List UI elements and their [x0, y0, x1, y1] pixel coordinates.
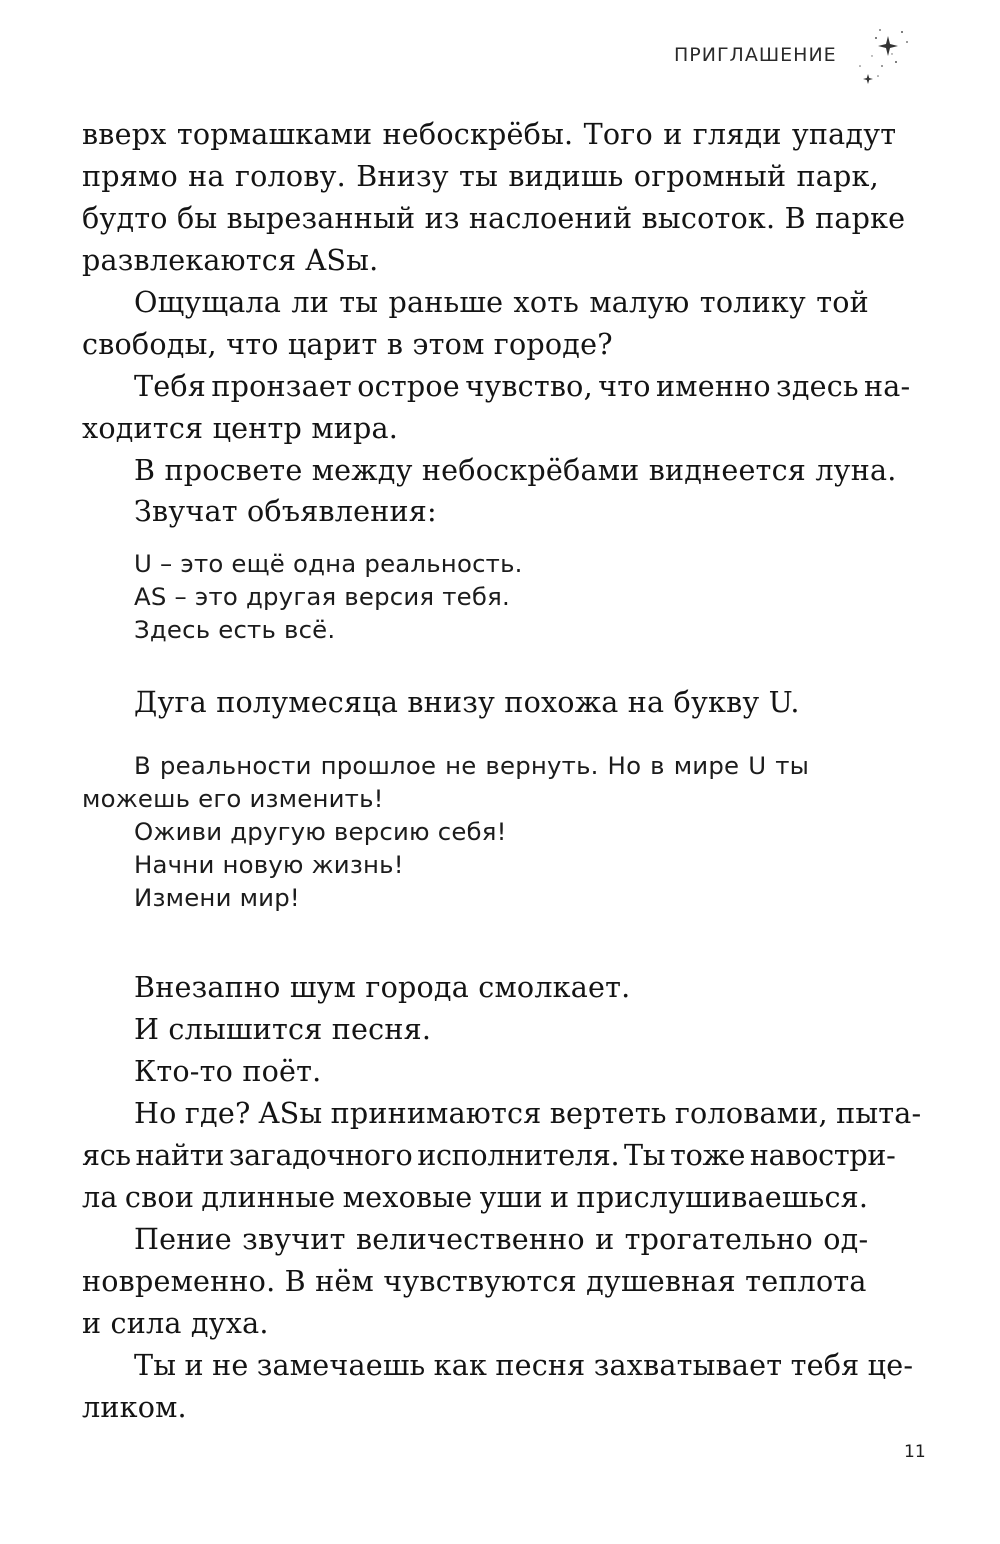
text-line: вверх тормашками небоскрёбы. Того и гляди упадут — [82, 117, 897, 151]
text-line: Звучат объявления: — [134, 494, 437, 528]
text-line: свободы, что царит в этом городе? — [82, 327, 613, 361]
text-line: можешь его изменить! — [82, 784, 384, 813]
text-line: Ощущала ли ты раньше хоть малую толику той — [134, 285, 869, 319]
text-line: U – это ещё одна реальность. — [134, 549, 523, 578]
running-head: ПРИГЛАШЕНИЕ — [674, 44, 837, 66]
stars-icon — [852, 18, 922, 98]
text-line: и сила духа. — [82, 1306, 269, 1340]
text-line: новременно. В нём чувствуются душевная теплота — [82, 1264, 867, 1298]
text-line: Тебя пронзает острое чувство, что именно здесь на- — [134, 369, 911, 403]
text-line: будто бы вырезанный из наслоений высоток. В парке — [82, 201, 906, 235]
text-line: Пение звучит величественно и трогательно од- — [134, 1222, 869, 1256]
text-line: Измени мир! — [134, 883, 300, 912]
text-line: В реальности прошлое не вернуть. Но в мире U ты — [134, 751, 810, 780]
text-line: ла свои длинные меховые уши и прислушиваешься. — [82, 1180, 869, 1214]
text-line: И слышится песня. — [134, 1012, 432, 1046]
text-line: Но где? ASы принимаются вертеть головами, пыта- — [134, 1096, 922, 1130]
text-line: Начни новую жизнь! — [134, 850, 404, 879]
text-line: ясь найти загадочного исполнителя. Ты тоже навостри- — [82, 1138, 896, 1172]
text-line: Оживи другую версию себя! — [134, 817, 507, 846]
text-line: Ты и не замечаешь как песня захватывает тебя це- — [134, 1348, 914, 1382]
text-line: прямо на голову. Внизу ты видишь огромный парк, — [82, 159, 879, 193]
text-line: AS – это другая версия тебя. — [134, 582, 510, 611]
page-number: 11 — [904, 1442, 926, 1462]
text-line: Внезапно шум города смолкает. — [134, 970, 631, 1004]
text-line: ходится центр мира. — [82, 411, 399, 445]
text-line: ликом. — [82, 1390, 187, 1424]
text-line: Дуга полумесяца внизу похожа на букву U. — [134, 685, 800, 719]
text-line: Здесь есть всё. — [134, 615, 336, 644]
text-line: Кто-то поёт. — [134, 1054, 322, 1088]
text-line: В просвете между небоскрёбами виднеется луна. — [134, 453, 897, 487]
text-line: развлекаются ASы. — [82, 243, 379, 277]
